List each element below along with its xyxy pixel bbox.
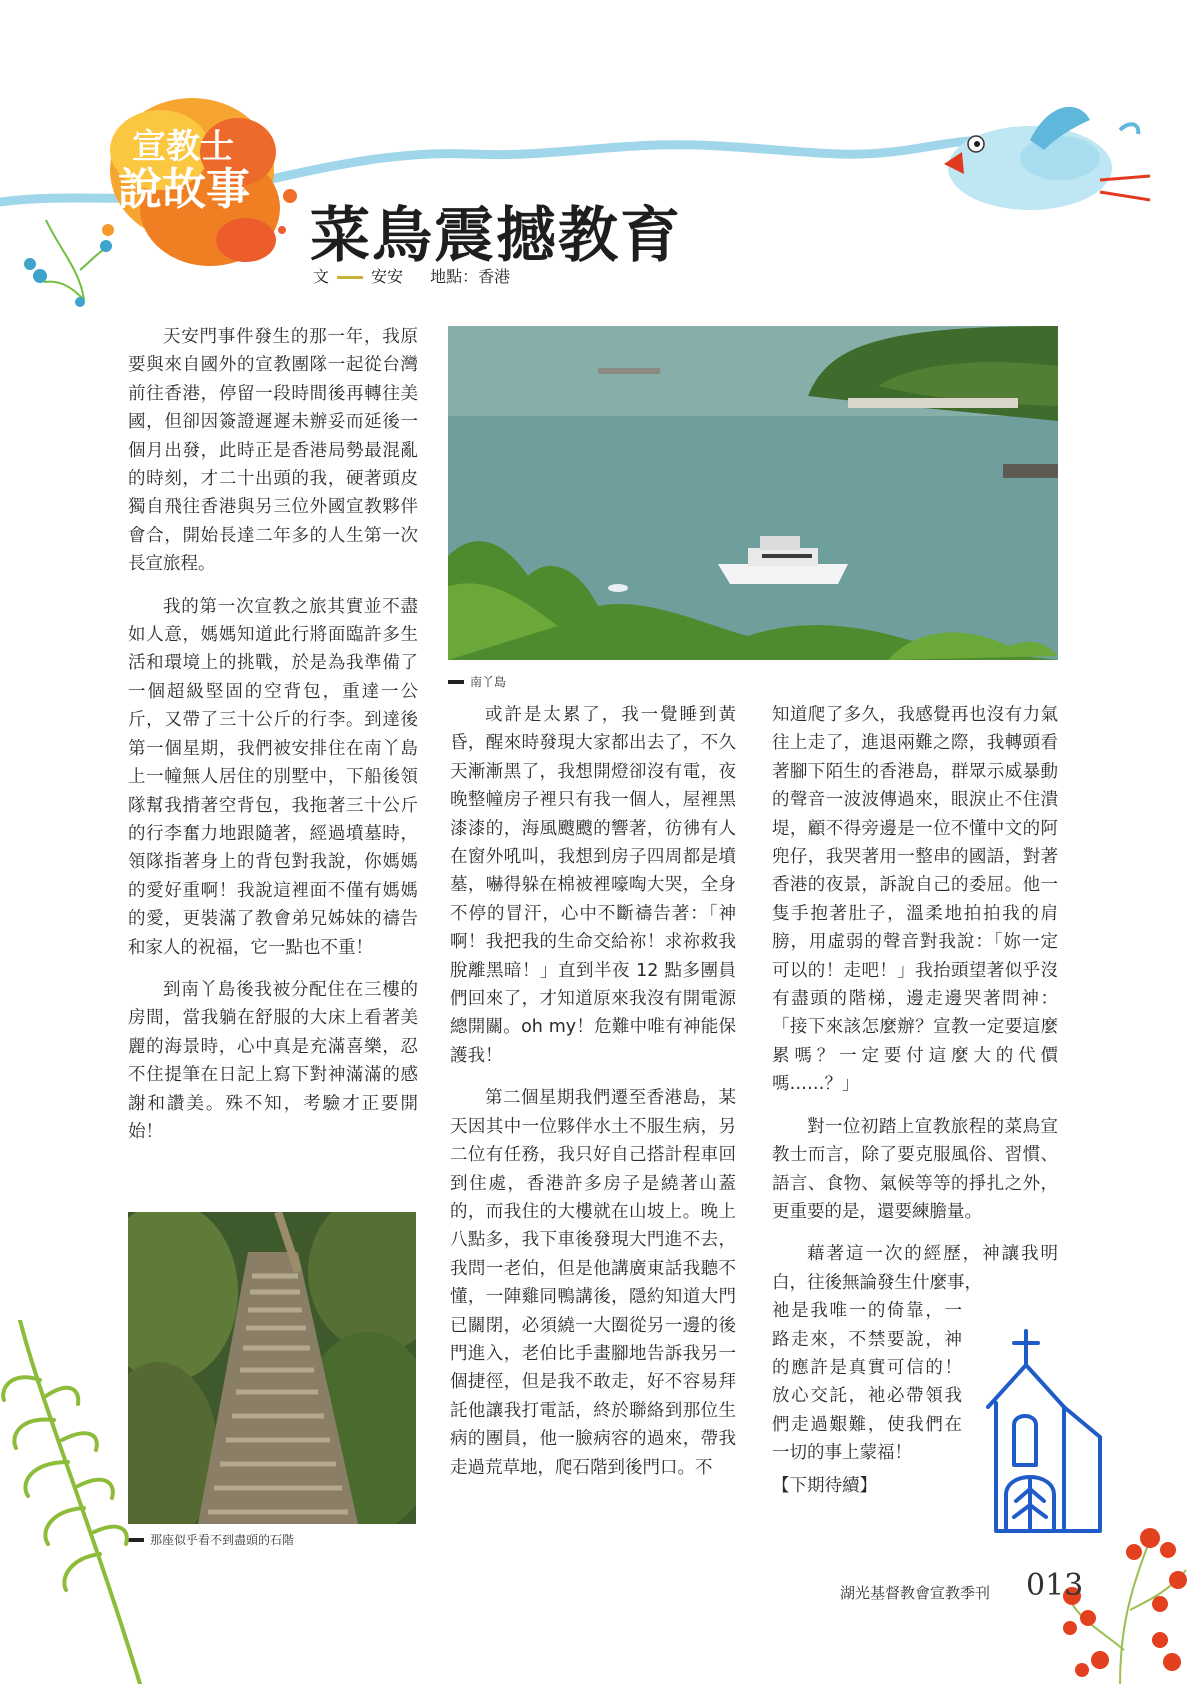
column-2 [450, 701, 736, 1496]
blue-flower-branch [44, 220, 108, 300]
paragraph: 天安門事件發生的那一年，我原要與來自國外的宣教團隊一起從台灣前往香港，停留一段時間後再轉往美國，但卻因簽證遲遲未辦妥而延後一個月出發，此時正是香港局勢最混亂的時刻，才二十出頭的我，硬著頭皮獨自飛往香港與另三位外國宣教夥伴會合，開始長達二年多的人生第一次長宣旅程。 [128, 327, 418, 575]
paragraph: 知道爬了多久，我感覺再也沒有力氣往上走了，進退兩難之際，我轉頭看著腳下陌生的香港島，群眾示威暴動的聲音一波波傳過來，眼淚止不住潰堤，顧不得旁邊是一位不懂中文的阿兜仔，我哭著用一整串的國語，對著香港的夜景，訴說自己的委屈。他一隻手抱著肚子，溫柔地拍拍我的肩膀，用虛弱的聲音對我說：「妳一定可以的！走吧！」我抬頭望著似乎沒有盡頭的階梯，邊走邊哭著問神：「接下來該怎麼辦？宣教一定要這麼累嗎？一定要付這麼大的代價嗎……？」 [772, 705, 1058, 1095]
bird-illustration [944, 107, 1150, 210]
series-line2: 說故事 [118, 164, 250, 215]
paragraph: 祂是我唯一的倚靠，一路走來，不禁要說，神的應許是真實可信的！放心交託，祂必帶領我們走過艱難，使我們在一切的事上蒙福！ [772, 1301, 962, 1464]
byline [313, 264, 510, 287]
paragraph: 對一位初踏上宣教旅程的菜鳥宣教士而言，除了要克服風俗、習慣、語言、食物、氣候等等的掙扎之外，更重要的是，還要練膽量。 [772, 1116, 1058, 1222]
stairs-photo [128, 1212, 416, 1524]
paragraph: 或許是太累了，我一覺睡到黃昏，醒來時發現大家都出去了，不久天漸漸黑了，我想開燈卻沒有電，夜晚整幢房子裡只有我一個人，屋裡黑漆漆的，海風颼颼的響著，彷彿有人在窗外吼叫，我想到房子四周都是墳墓，嚇得躲在棉被裡嚎啕大哭，全身不停的冒汗，心中不斷禱告著：「神啊！我把我的生命交給祢！求祢救我脫離黑暗！」直到半夜 12 點多團員們回來了，才知道原來我沒有開電源總開關。oh my！危難中唯有神能保護我！ [450, 705, 736, 1066]
page-number: 013 [1026, 1568, 1084, 1603]
stairs-caption-text: 那座似乎看不到盡頭的石階 [150, 1533, 295, 1547]
series-logo [118, 128, 250, 214]
column-1 [128, 323, 418, 1160]
continued-note: 【下期待續】 [772, 1475, 877, 1496]
paragraph: 我的第一次宣教之旅其實並不盡如人意，媽媽知道此行將面臨許多生活和環境上的挑戰，於是為我準備了一個超級堅固的空背包，重達一公斤，又帶了三十公斤的行李。到達後第一個星期，我們被安排住在南丫島上一幢無人居住的別墅中，下船後領隊幫我揹著空背包，我拖著三十公斤的行李奮力地跟隨著，經過墳墓時，領隊指著身上的背包對我說，你媽媽的愛好重啊！我說這裡面不僅有媽媽的愛，更裝滿了教會弟兄姊妹的禱告和家人的祝福，它一點也不重！ [128, 596, 418, 958]
series-line1: 宣教士 [132, 127, 234, 167]
byline-author: 安安 [371, 267, 404, 286]
byline-prefix: 文 [313, 267, 330, 286]
paragraph: 藉著這一次的經歷，神讓我明白，往後無論發生什麼事， [772, 1244, 1058, 1293]
paragraph: 到南丫島後我被分配住在三樓的房間，當我躺在舒服的大床上看著美麗的海景時，心中真是充滿喜樂，忍不住提筆在日記上寫下對神滿滿的感謝和讚美。殊不知，考驗才正要開始！ [128, 979, 418, 1142]
publication-name: 湖光基督教會宣教季刊 [840, 1584, 991, 1602]
paragraph: 第二個星期我們遷至香港島，某天因其中一位夥伴水土不服生病，另二位有任務，我只好自己搭計程車回到住處，香港許多房子是繞著山蓋的，而我住的大樓就在山坡上。晚上八點多，我下車後發現大門進不去，我問一老伯，但是他講廣東話我聽不懂，一陣雞同鴨講後，隱約知道大門已關閉，必須繞一大圈從另一邊的後門進入，老伯比手畫腳地告訴我另一個捷徑，但是我不敢走，好不容易拜託他讓我打電話，終於聯絡到那位生病的團員，他一臉病容的過來，帶我走過荒草地，爬石階到後門口。不 [450, 1088, 736, 1478]
article-title: 菜鳥震撼教育 [310, 201, 682, 271]
sea-photo [448, 326, 1058, 660]
sea-caption [448, 673, 506, 690]
byline-location: 地點：香港 [430, 267, 511, 286]
fern-decoration [0, 1320, 170, 1684]
sea-caption-text: 南丫島 [470, 675, 507, 689]
